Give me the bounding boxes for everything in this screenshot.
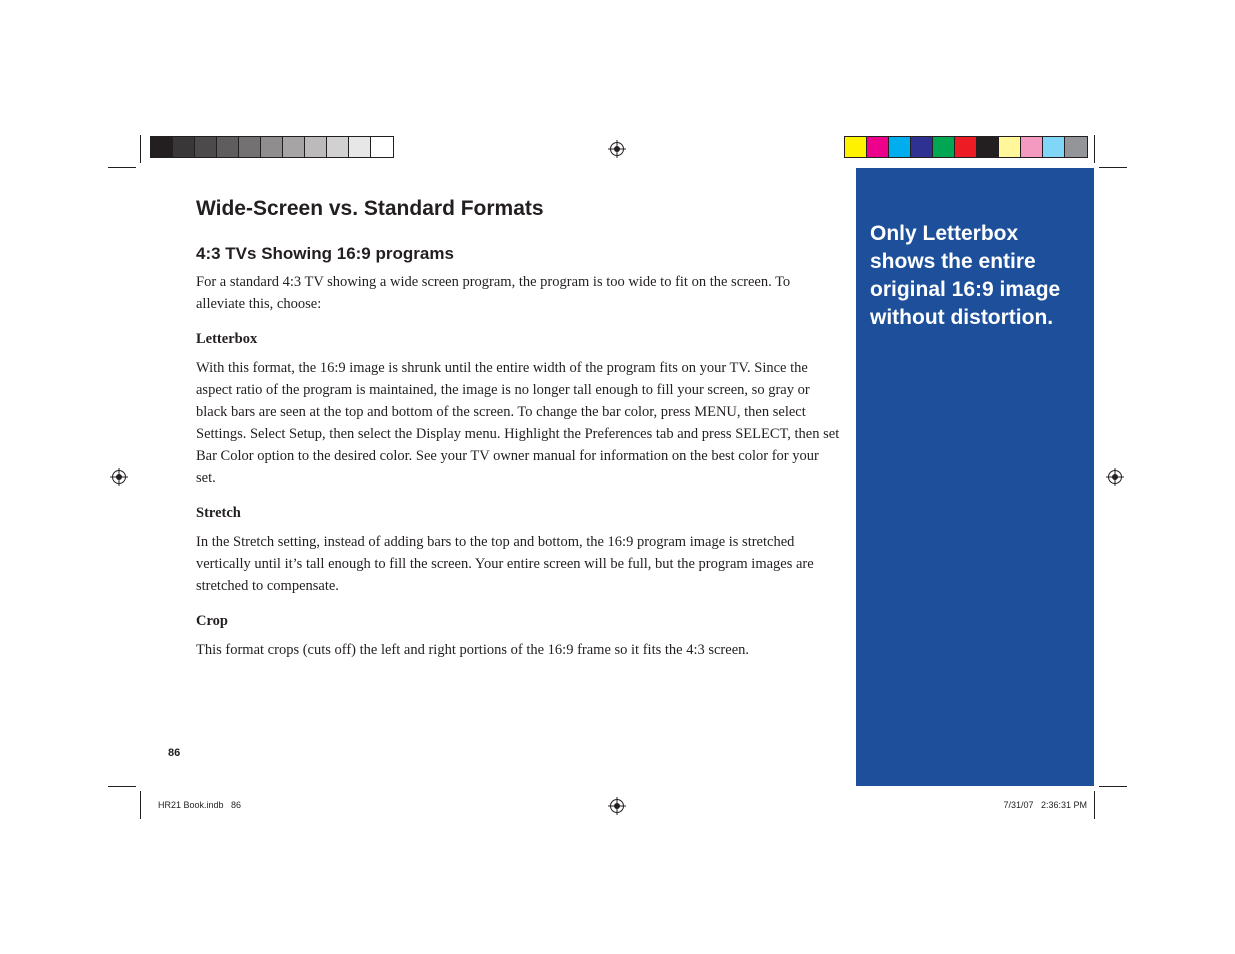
color-swatch xyxy=(955,137,977,157)
crop-mark xyxy=(108,167,136,168)
color-swatch xyxy=(933,137,955,157)
page-number: 86 xyxy=(168,747,181,759)
stretch-paragraph: In the Stretch setting, instead of adding bars to the top and bottom, the 16:9 program image is stretched vertically until it’s tall enough to fill the screen. Your entire screen will be full, but the program images are stretched to compensate. xyxy=(196,534,814,594)
color-swatch xyxy=(1043,137,1065,157)
crop-mark xyxy=(140,135,141,163)
color-swatch xyxy=(1065,137,1087,157)
main-content xyxy=(196,195,841,674)
color-swatch xyxy=(283,137,305,157)
color-swatch xyxy=(217,137,239,157)
crop-paragraph: This format crops (cuts off) the left and right portions of the 16:9 frame so it fits the 4:3 screen. xyxy=(196,642,750,658)
color-swatch xyxy=(151,137,173,157)
crop-mark xyxy=(1094,791,1095,819)
slug-right: 7/31/07 2:36:31 PM xyxy=(1003,800,1087,810)
section-subtitle: 4:3 TVs Showing 16:9 programs xyxy=(196,244,454,263)
color-swatch xyxy=(911,137,933,157)
crop-mark xyxy=(140,791,141,819)
letterbox-paragraph: With this format, the 16:9 image is shrunk until the entire width of the program fits on your TV. Since the aspect ratio of the program is maintained, the image is no longer tall enough to fill your screen, so gray or black bars are seen at the top and bottom of the screen. To change the bar color, press MENU, then select Settings. Select Setup, then select the Display menu. Highlight the Preferences tab and press SELECT, then set Bar Color option to the desired color. See your TV owner manual for information on the best color for your set. xyxy=(196,360,840,486)
crop-mark xyxy=(1099,786,1127,787)
color-swatch xyxy=(261,137,283,157)
crop-mark xyxy=(1099,167,1127,168)
color-bar xyxy=(844,136,1088,158)
color-swatch xyxy=(305,137,327,157)
grayscale-bar xyxy=(150,136,394,158)
crop-mark xyxy=(1094,135,1095,163)
color-swatch xyxy=(889,137,911,157)
sidebar-callout xyxy=(856,168,1094,786)
registration-mark-icon xyxy=(608,140,626,158)
color-swatch xyxy=(173,137,195,157)
letterbox-heading: Letterbox xyxy=(196,331,258,347)
page-title: Wide-Screen vs. Standard Formats xyxy=(196,197,544,220)
color-swatch xyxy=(239,137,261,157)
color-swatch xyxy=(349,137,371,157)
color-swatch xyxy=(195,137,217,157)
color-swatch xyxy=(845,137,867,157)
color-swatch xyxy=(371,137,393,157)
registration-mark-icon xyxy=(608,797,626,815)
intro-paragraph: For a standard 4:3 TV showing a wide screen program, the program is too wide to fit on the screen. To alleviate this, choose: xyxy=(196,274,791,312)
crop-mark xyxy=(108,786,136,787)
crop-heading: Crop xyxy=(196,613,228,629)
registration-mark-icon xyxy=(110,468,128,486)
slug-left: HR21 Book.indb 86 xyxy=(158,800,242,810)
registration-mark-icon xyxy=(1106,468,1124,486)
color-swatch xyxy=(327,137,349,157)
sidebar-note: Only Letterbox shows the entire original 16:9 image without distortion. xyxy=(870,222,1061,329)
color-swatch xyxy=(977,137,999,157)
color-swatch xyxy=(1021,137,1043,157)
color-swatch xyxy=(999,137,1021,157)
color-swatch xyxy=(867,137,889,157)
stretch-heading: Stretch xyxy=(196,505,241,521)
